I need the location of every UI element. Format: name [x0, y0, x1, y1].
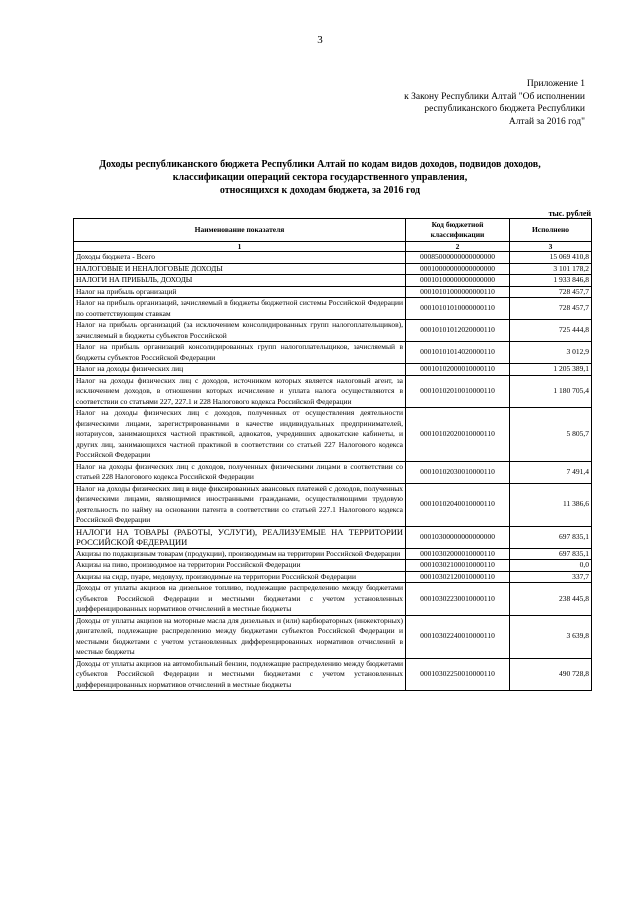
row-code: 00010101010000000110: [406, 298, 510, 320]
table-row: [74, 483, 592, 526]
row-name: НАЛОГОВЫЕ И НЕНАЛОГОВЫЕ ДОХОДЫ: [74, 263, 406, 275]
appendix-line: Алтай за 2016 год": [508, 116, 585, 127]
row-value: 15 069 410,8: [510, 252, 592, 264]
row-code: 00010302120010000110: [406, 571, 510, 583]
row-value: 11 386,6: [510, 483, 592, 526]
table-row: [74, 583, 592, 616]
table-row: [74, 461, 592, 483]
row-code: 00010102010010000110: [406, 375, 510, 408]
row-value: 3 639,8: [510, 615, 592, 658]
table-row: [74, 560, 592, 572]
revenue-table: [73, 218, 592, 691]
row-name: Доходы бюджета - Всего: [74, 252, 406, 264]
row-value: 1 180 705,4: [510, 375, 592, 408]
row-value: 0,0: [510, 560, 592, 572]
row-code: 00010302100010000110: [406, 560, 510, 572]
row-code: 00010300000000000000: [406, 526, 510, 548]
row-value: 1 933 846,8: [510, 275, 592, 287]
row-code: 00010101014020000110: [406, 342, 510, 364]
row-name: Акцизы по подакцизным товарам (продукции), производимым на территории Российской Федерации: [74, 548, 406, 560]
row-code: 00010102040010000110: [406, 483, 510, 526]
table-row: [74, 252, 592, 264]
header-name: Наименование показателя: [74, 219, 406, 242]
table-row: [74, 320, 592, 342]
row-value: 697 835,1: [510, 548, 592, 560]
row-code: 00085000000000000000: [406, 252, 510, 264]
row-value: 238 445,8: [510, 583, 592, 616]
appendix-line: Приложение 1: [526, 79, 585, 89]
table-row: [74, 375, 592, 408]
table-row: [74, 298, 592, 320]
row-value: 3 012,9: [510, 342, 592, 364]
row-code: 00010102030010000110: [406, 461, 510, 483]
row-value: 728 457,7: [510, 298, 592, 320]
row-value: 1 205 389,1: [510, 364, 592, 376]
row-code: 00010302240010000110: [406, 615, 510, 658]
table-row: [74, 342, 592, 364]
row-value: 337,7: [510, 571, 592, 583]
row-name: Налог на прибыль организаций, зачисляемый в бюджеты бюджетной системы Российской Федерации по соответствующим ставкам: [74, 298, 406, 320]
row-name: Акцизы на сидр, пуаре, медовуху, производимые на территории Российской Федерации: [74, 571, 406, 583]
row-code: 00010302230010000110: [406, 583, 510, 616]
table-row: [74, 364, 592, 376]
header-row: [74, 219, 592, 242]
row-name: Доходы от уплаты акцизов на автомобильный бензин, подлежащие распределению между бюджетами субъектов Российской Федерации и местными бюджетами с учетом установленных дифференцированных нормативов отчислений в местные бюджеты: [74, 658, 406, 691]
appendix-line: республиканского бюджета Республики: [424, 104, 585, 114]
row-code: 00010000000000000000: [406, 263, 510, 275]
row-code: 00010100000000000000: [406, 275, 510, 287]
row-code: 00010101000000000110: [406, 286, 510, 298]
title-line: относящихся к доходам бюджета, за 2016 год: [219, 185, 421, 196]
appendix-note: [325, 78, 585, 128]
header-number-row: [74, 242, 592, 252]
row-value: 7 491,4: [510, 461, 592, 483]
row-value: 3 101 178,2: [510, 263, 592, 275]
row-value: 728 457,7: [510, 286, 592, 298]
row-name: Налог на прибыль организаций консолидированных групп налогоплательщиков, зачисляемый в бюджеты субъектов Российской Федерации: [74, 342, 406, 364]
table-row: [74, 263, 592, 275]
title-line: классификации операций сектора государственного управления,: [172, 172, 468, 183]
row-code: 00010302000010000110: [406, 548, 510, 560]
row-name: Налог на доходы физических лиц в виде фиксированных авансовых платежей с доходов, полученных физическими лицами, являющимися иностранными гражданами, осуществляющими трудовую деятельность по найму на основании патента в соответствии со статьей 227.1 Налогового кодекса Российской Федерации: [74, 483, 406, 526]
header-number: 2: [406, 242, 510, 252]
row-code: 00010101012020000110: [406, 320, 510, 342]
row-name: Налог на доходы физических лиц: [74, 364, 406, 376]
table-row: [74, 571, 592, 583]
row-name: Налог на прибыль организаций: [74, 286, 406, 298]
header-number: 1: [74, 242, 406, 252]
units-label: тыс. рублей: [548, 209, 591, 218]
row-name: Акцизы на пиво, производимое на территории Российской Федерации: [74, 560, 406, 572]
document-title: [60, 158, 580, 197]
page-number: 3: [317, 34, 323, 46]
row-name: НАЛОГИ НА ПРИБЫЛЬ, ДОХОДЫ: [74, 275, 406, 287]
table-row: [74, 408, 592, 462]
header-code: Код бюджетной классификации: [406, 219, 510, 242]
table-row: [74, 275, 592, 287]
row-value: 697 835,1: [510, 526, 592, 548]
row-name: Налог на доходы физических лиц с доходов, полученных физическими лицами в соответствии со статьей 228 Налогового кодекса Российской Федерации: [74, 461, 406, 483]
table-row: [74, 548, 592, 560]
table-row: [74, 286, 592, 298]
table-row: [74, 658, 592, 691]
row-name: Налог на доходы физических лиц с доходов, полученных от осуществления деятельности физическими лицами, зарегистрированными в качестве индивидуальных предпринимателей, нотариусов, занимающихся частной практикой, адвокатов, учредивших адвокатские кабинеты, и других лиц, занимающихся частной практикой в соответствии со статьей 227 Налогового кодекса Российской Федерации: [74, 408, 406, 462]
row-name: Доходы от уплаты акцизов на моторные масла для дизельных и (или) карбюраторных (инжекторных) двигателей, подлежащие распределению между бюджетами субъектов Российской Федерации и местными бюджетами с учетом установленных дифференцированных нормативов отчислений в местные бюджеты: [74, 615, 406, 658]
row-name: НАЛОГИ НА ТОВАРЫ (РАБОТЫ, УСЛУГИ), РЕАЛИЗУЕМЫЕ НА ТЕРРИТОРИИ РОССИЙСКОЙ ФЕДЕРАЦИИ: [74, 526, 406, 548]
row-value: 725 444,8: [510, 320, 592, 342]
appendix-line: к Закону Республики Алтай "Об исполнении: [404, 91, 585, 102]
row-name: Налог на прибыль организаций (за исключением консолидированных групп налогоплательщиков), зачисляемый в бюджеты субъектов Российской: [74, 320, 406, 342]
table-row: [74, 526, 592, 548]
row-name: Доходы от уплаты акцизов на дизельное топливо, подлежащие распределению между бюджетами субъектов Российской Федерации и местными бюджетами с учетом установленных дифференцированных нормативов отчислений в местные бюджеты: [74, 583, 406, 616]
table-row: [74, 615, 592, 658]
row-value: 5 805,7: [510, 408, 592, 462]
title-line: Доходы республиканского бюджета Республики Алтай по кодам видов доходов, подвидов доходов,: [99, 159, 541, 170]
header-number: 3: [510, 242, 592, 252]
header-value: Исполнено: [510, 219, 592, 242]
row-code: 00010102000010000110: [406, 364, 510, 376]
row-code: 00010102020010000110: [406, 408, 510, 462]
row-code: 00010302250010000110: [406, 658, 510, 691]
row-name: Налог на доходы физических лиц с доходов, источником которых является налоговый агент, за исключением доходов, в отношении которых исчисление и уплата налога осуществляются в соответствии со статьями 227, 227.1 и 228 Налогового кодекса Российской Федерации: [74, 375, 406, 408]
row-value: 490 728,8: [510, 658, 592, 691]
